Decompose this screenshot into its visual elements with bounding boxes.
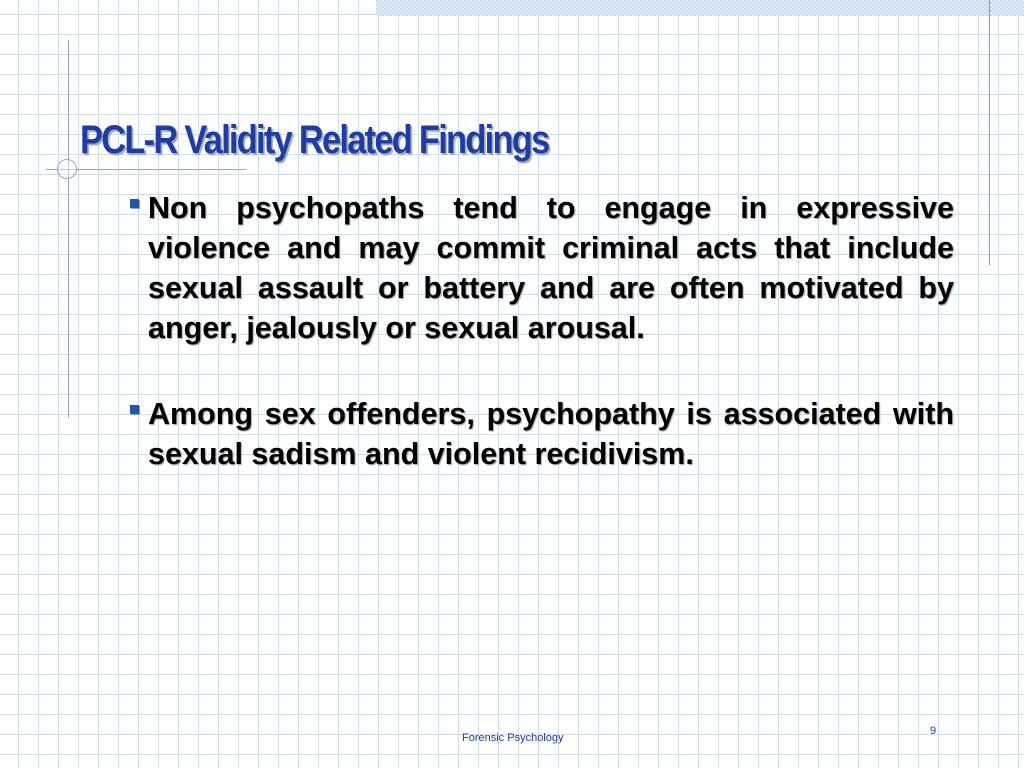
decorative-crosshair-circle xyxy=(57,159,77,179)
square-bullet-icon xyxy=(130,405,139,414)
decorative-right-rule xyxy=(989,0,990,265)
bullet-text: Non psychopaths tend to engage in expressive violence and may commit criminal acts that include sexual assault or battery and are often motivated by anger, jealously or sexual arousal. xyxy=(148,191,954,345)
square-bullet-icon xyxy=(130,199,139,208)
slide-footer: Forensic Psychology xyxy=(462,732,564,744)
bullet-item xyxy=(126,394,954,474)
slide-title: PCL-R Validity Related Findings xyxy=(80,118,549,162)
bullet-text: Among sex offenders, psychopathy is associated with sexual sadism and violent recidivism. xyxy=(148,397,954,471)
decorative-left-rule xyxy=(68,40,69,418)
bullet-item xyxy=(126,188,954,348)
decorative-top-band xyxy=(376,0,1024,16)
slide-number: 9 xyxy=(930,725,937,737)
bullet-list xyxy=(126,188,954,520)
